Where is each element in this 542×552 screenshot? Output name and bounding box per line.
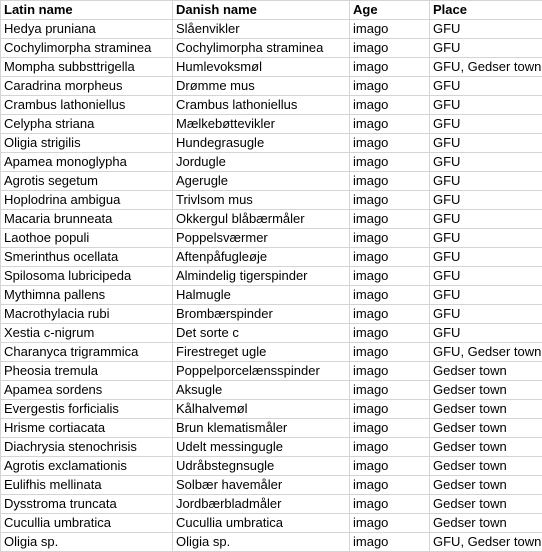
table-row <box>1 533 542 552</box>
header-cell-place[interactable]: Place <box>430 1 542 20</box>
cell-danish-name[interactable]: Poppelporcelænsspinder <box>173 362 350 381</box>
cell-latin-name[interactable]: Apamea monoglypha <box>1 153 173 172</box>
table-row <box>1 476 542 495</box>
table-row <box>1 438 542 457</box>
cell-danish-name[interactable]: Cucullia umbratica <box>173 514 350 533</box>
cell-latin-name[interactable]: Hrisme cortiacata <box>1 419 173 438</box>
cell-place[interactable]: GFU <box>430 20 542 39</box>
table-row <box>1 58 542 77</box>
cell-age[interactable]: imago <box>350 134 430 153</box>
table-row <box>1 343 542 362</box>
cell-latin-name[interactable]: Agrotis segetum <box>1 172 173 191</box>
cell-danish-name[interactable]: Solbær havemåler <box>173 476 350 495</box>
table-row <box>1 172 542 191</box>
cell-place[interactable]: Gedser town <box>430 495 542 514</box>
cell-place[interactable]: GFU <box>430 96 542 115</box>
cell-latin-name[interactable]: Pheosia tremula <box>1 362 173 381</box>
cell-latin-name[interactable]: Evergestis forficialis <box>1 400 173 419</box>
cell-place[interactable]: GFU <box>430 210 542 229</box>
cell-age[interactable]: imago <box>350 419 430 438</box>
cell-age[interactable]: imago <box>350 172 430 191</box>
table-row <box>1 39 542 58</box>
cell-age[interactable]: imago <box>350 495 430 514</box>
cell-age[interactable]: imago <box>350 324 430 343</box>
cell-age[interactable]: imago <box>350 362 430 381</box>
cell-danish-name[interactable]: Humlevoksmøl <box>173 58 350 77</box>
cell-place[interactable]: GFU <box>430 286 542 305</box>
cell-danish-name[interactable]: Udelt messingugle <box>173 438 350 457</box>
cell-age[interactable]: imago <box>350 39 430 58</box>
table-row <box>1 115 542 134</box>
cell-latin-name[interactable]: Laothoe populi <box>1 229 173 248</box>
cell-latin-name[interactable]: Oligia strigilis <box>1 134 173 153</box>
cell-age[interactable]: imago <box>350 514 430 533</box>
cell-age[interactable]: imago <box>350 286 430 305</box>
cell-age[interactable]: imago <box>350 153 430 172</box>
cell-age[interactable]: imago <box>350 305 430 324</box>
table-row <box>1 77 542 96</box>
cell-place[interactable]: Gedser town <box>430 381 542 400</box>
cell-age[interactable]: imago <box>350 381 430 400</box>
cell-age[interactable]: imago <box>350 248 430 267</box>
cell-latin-name[interactable]: Xestia c-nigrum <box>1 324 173 343</box>
cell-latin-name[interactable]: Oligia sp. <box>1 533 173 552</box>
cell-latin-name[interactable]: Celypha striana <box>1 115 173 134</box>
cell-age[interactable]: imago <box>350 533 430 552</box>
header-cell-latin-name[interactable]: Latin name <box>1 1 173 20</box>
cell-latin-name[interactable]: Caradrina morpheus <box>1 77 173 96</box>
table-row <box>1 457 542 476</box>
cell-age[interactable]: imago <box>350 476 430 495</box>
cell-latin-name[interactable]: Apamea sordens <box>1 381 173 400</box>
cell-latin-name[interactable]: Macaria brunneata <box>1 210 173 229</box>
cell-latin-name[interactable]: Smerinthus ocellata <box>1 248 173 267</box>
cell-age[interactable]: imago <box>350 58 430 77</box>
cell-danish-name[interactable]: Halmugle <box>173 286 350 305</box>
table-row <box>1 267 542 286</box>
cell-danish-name[interactable]: Okkergul blåbærmåler <box>173 210 350 229</box>
table-row <box>1 153 542 172</box>
cell-danish-name[interactable]: Brombærspinder <box>173 305 350 324</box>
table-row <box>1 96 542 115</box>
cell-place[interactable]: GFU, Gedser town <box>430 343 542 362</box>
cell-age[interactable]: imago <box>350 96 430 115</box>
table-row <box>1 134 542 153</box>
cell-place[interactable]: Gedser town <box>430 362 542 381</box>
cell-danish-name[interactable]: Aksugle <box>173 381 350 400</box>
cell-age[interactable]: imago <box>350 229 430 248</box>
cell-latin-name[interactable]: Hedya pruniana <box>1 20 173 39</box>
cell-danish-name[interactable]: Crambus lathoniellus <box>173 96 350 115</box>
cell-latin-name[interactable]: Hoplodrina ambigua <box>1 191 173 210</box>
header-row <box>1 1 542 20</box>
cell-danish-name[interactable]: Poppelsværmer <box>173 229 350 248</box>
cell-latin-name[interactable]: Cucullia umbratica <box>1 514 173 533</box>
cell-latin-name[interactable]: Crambus lathoniellus <box>1 96 173 115</box>
cell-latin-name[interactable]: Macrothylacia rubi <box>1 305 173 324</box>
cell-place[interactable]: Gedser town <box>430 514 542 533</box>
cell-latin-name[interactable]: Mompha subbsttrigella <box>1 58 173 77</box>
cell-danish-name[interactable]: Jordbærbladmåler <box>173 495 350 514</box>
cell-latin-name[interactable]: Cochylimorpha straminea <box>1 39 173 58</box>
table-row <box>1 248 542 267</box>
table-row <box>1 400 542 419</box>
table-row <box>1 381 542 400</box>
cell-danish-name[interactable]: Mælkebøttevikler <box>173 115 350 134</box>
table-row <box>1 362 542 381</box>
cell-danish-name[interactable]: Jordugle <box>173 153 350 172</box>
cell-place[interactable]: GFU <box>430 267 542 286</box>
cell-age[interactable]: imago <box>350 457 430 476</box>
cell-age[interactable]: imago <box>350 438 430 457</box>
cell-danish-name[interactable]: Firestreget ugle <box>173 343 350 362</box>
cell-place[interactable]: GFU <box>430 153 542 172</box>
cell-danish-name[interactable]: Almindelig tigerspinder <box>173 267 350 286</box>
cell-danish-name[interactable]: Udråbstegnsugle <box>173 457 350 476</box>
cell-age[interactable]: imago <box>350 400 430 419</box>
cell-age[interactable]: imago <box>350 191 430 210</box>
cell-place[interactable]: GFU <box>430 248 542 267</box>
cell-age[interactable]: imago <box>350 77 430 96</box>
table-row <box>1 210 542 229</box>
cell-danish-name[interactable]: Aftenpåfugleøje <box>173 248 350 267</box>
cell-danish-name[interactable]: Brun klematismåler <box>173 419 350 438</box>
cell-danish-name[interactable]: Drømme mus <box>173 77 350 96</box>
cell-danish-name[interactable]: Oligia sp. <box>173 533 350 552</box>
cell-place[interactable]: GFU <box>430 172 542 191</box>
cell-latin-name[interactable]: Dysstroma truncata <box>1 495 173 514</box>
cell-latin-name[interactable]: Spilosoma lubricipeda <box>1 267 173 286</box>
header-cell-age[interactable]: Age <box>350 1 430 20</box>
table-row <box>1 20 542 39</box>
cell-danish-name[interactable]: Agerugle <box>173 172 350 191</box>
cell-place[interactable]: Gedser town <box>430 476 542 495</box>
cell-place[interactable]: GFU <box>430 134 542 153</box>
table-row <box>1 324 542 343</box>
cell-danish-name[interactable]: Slåenvikler <box>173 20 350 39</box>
cell-place[interactable]: GFU <box>430 191 542 210</box>
cell-place[interactable]: GFU, Gedser town <box>430 533 542 552</box>
cell-age[interactable]: imago <box>350 210 430 229</box>
table-row <box>1 229 542 248</box>
cell-place[interactable]: GFU, Gedser town <box>430 58 542 77</box>
table-row <box>1 495 542 514</box>
cell-danish-name[interactable]: Kålhalvemøl <box>173 400 350 419</box>
cell-latin-name[interactable]: Mythimna pallens <box>1 286 173 305</box>
cell-age[interactable]: imago <box>350 267 430 286</box>
cell-age[interactable]: imago <box>350 20 430 39</box>
table-row <box>1 286 542 305</box>
table-row <box>1 305 542 324</box>
cell-danish-name[interactable]: Det sorte c <box>173 324 350 343</box>
cell-place[interactable]: GFU <box>430 77 542 96</box>
cell-danish-name[interactable]: Cochylimorpha straminea <box>173 39 350 58</box>
table-body <box>1 20 542 552</box>
cell-place[interactable]: Gedser town <box>430 457 542 476</box>
cell-danish-name[interactable]: Trivlsom mus <box>173 191 350 210</box>
cell-place[interactable]: Gedser town <box>430 400 542 419</box>
table-row <box>1 191 542 210</box>
cell-danish-name[interactable]: Hundegrasugle <box>173 134 350 153</box>
cell-latin-name[interactable]: Diachrysia stenochrisis <box>1 438 173 457</box>
cell-age[interactable]: imago <box>350 115 430 134</box>
cell-latin-name[interactable]: Charanyca trigrammica <box>1 343 173 362</box>
cell-latin-name[interactable]: Agrotis exclamationis <box>1 457 173 476</box>
cell-place[interactable]: Gedser town <box>430 438 542 457</box>
cell-place[interactable]: GFU <box>430 305 542 324</box>
header-cell-danish-name[interactable]: Danish name <box>173 1 350 20</box>
table-row <box>1 514 542 533</box>
cell-place[interactable]: Gedser town <box>430 419 542 438</box>
cell-place[interactable]: GFU <box>430 39 542 58</box>
cell-place[interactable]: GFU <box>430 229 542 248</box>
table-row <box>1 419 542 438</box>
cell-age[interactable]: imago <box>350 343 430 362</box>
cell-latin-name[interactable]: Eulifhis mellinata <box>1 476 173 495</box>
cell-place[interactable]: GFU <box>430 115 542 134</box>
cell-place[interactable]: GFU <box>430 324 542 343</box>
